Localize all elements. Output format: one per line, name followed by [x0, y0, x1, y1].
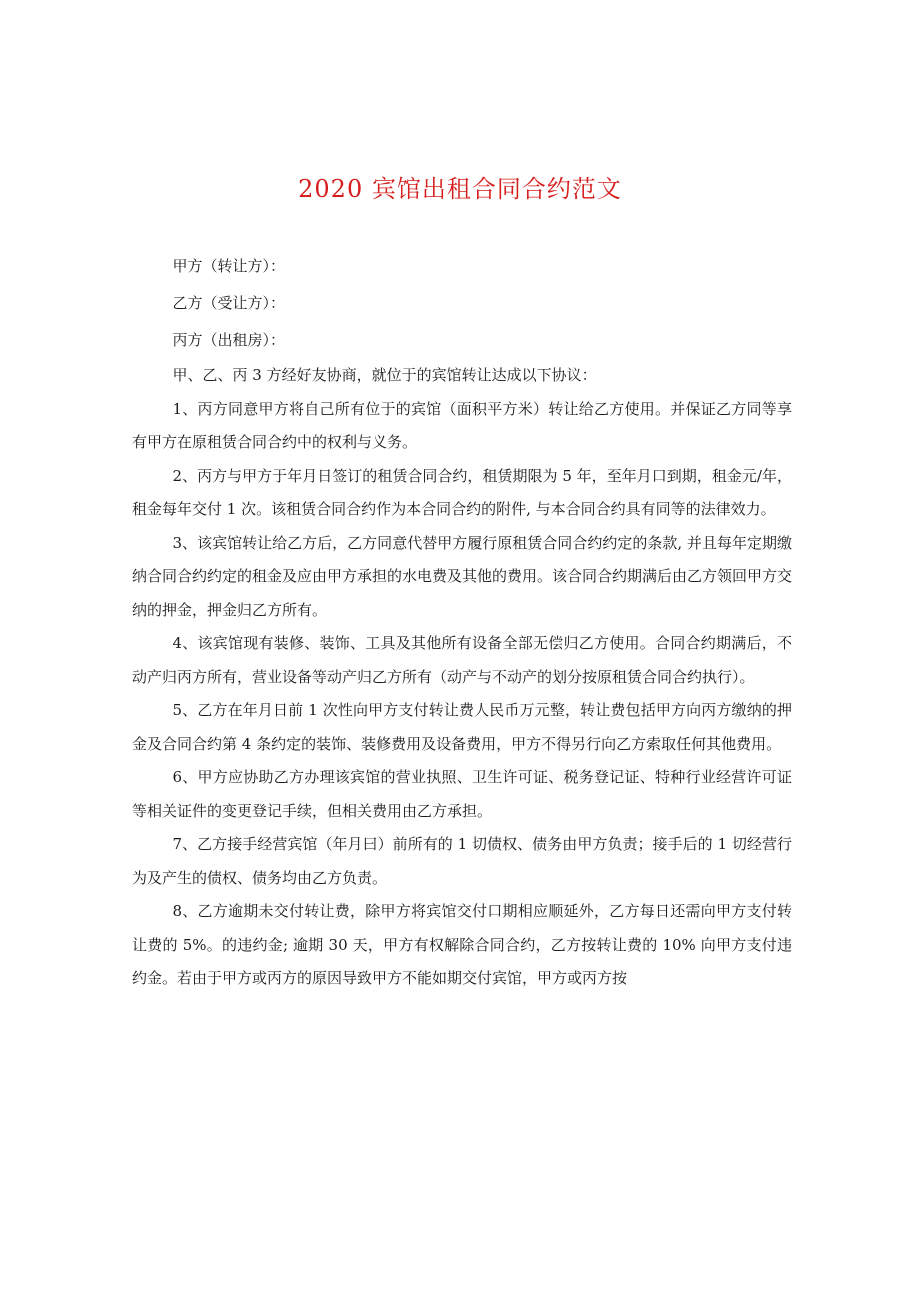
clause-5: 5、乙方在年月日前 1 次性向甲方支付转让费人民币万元整，转让费包括甲方向丙方缴纳的押金及合同合约第 4 条约定的装饰、装修费用及设备费用，甲方不得另行向乙方索取任何其他费用。: [132, 701, 792, 753]
clause-7: 7、乙方接手经营宾馆（年月曰）前所有的 1 切债权、债务由甲方负责；接手后的 1 切经营行为及产生的债权、债务均由乙方负责。: [132, 835, 792, 887]
clause-8: 8、乙方逾期未交付转让费，除甲方将宾馆交付口期相应顺延外，乙方每日还需向甲方支付转让费的 5%。的违约金; 逾期 30 天，甲方有权解除合同合约，乙方按转让费的 10% 向甲方支付违约金。若由于甲方或丙方的原因导致甲方不能如期交付宾馆，甲方或丙方按: [132, 902, 792, 987]
clause-3: 3、该宾馆转让给乙方后，乙方同意代替甲方履行原租赁合同合约约定的条款, 并且每年定期缴纳合同合约约定的租金及应由甲方承担的水电费及其他的费用。该合同合约期满后由乙方领回甲方交纳的押金，押金归乙方所有。: [132, 533, 793, 619]
clause-1: 1、丙方同意甲方将自己所有位于的宾馆（面积平方米）转让给乙方使用。并保证乙方同等享有甲方在原租赁合同合约中的权利与义务。: [132, 399, 792, 451]
clause-4: 4、该宾馆现有装修、装饰、工具及其他所有设备全部无偿归乙方使用。合同合约期满后，不动产归丙方所有，营业设备等动产归乙方所有（动产与不动产的划分按原租赁合同合约执行）。: [132, 634, 792, 686]
clause-6: 6、甲方应协助乙方办理该宾馆的营业执照、卫生许可证、税务登记证、特种行业经营许可证等相关证件的变更登记手续，但相关费用由乙方承担。: [132, 768, 792, 820]
document-title: 2020 宾馆出租合同合约范文: [298, 175, 622, 203]
document-body: [132, 248, 792, 996]
intro-paragraph: 甲、乙、丙 3 方经好友协商，就位于的宾馆转让达成以下协议：: [172, 366, 597, 384]
clause-2: 2、丙方与甲方于年月日签订的租赁合同合约，租赁期限为 5 年，至年月口到期，租金元/年，租金每年交付 1 次。该租赁合同合约作为本合同合约的附件, 与本合同合约具有同等的法律效力。: [132, 466, 792, 518]
party-c-line: 丙方（出租房）：: [172, 331, 286, 349]
party-b-line: 乙方（受让方）：: [172, 294, 286, 312]
party-a-line: 甲方（转让方）：: [172, 257, 286, 275]
